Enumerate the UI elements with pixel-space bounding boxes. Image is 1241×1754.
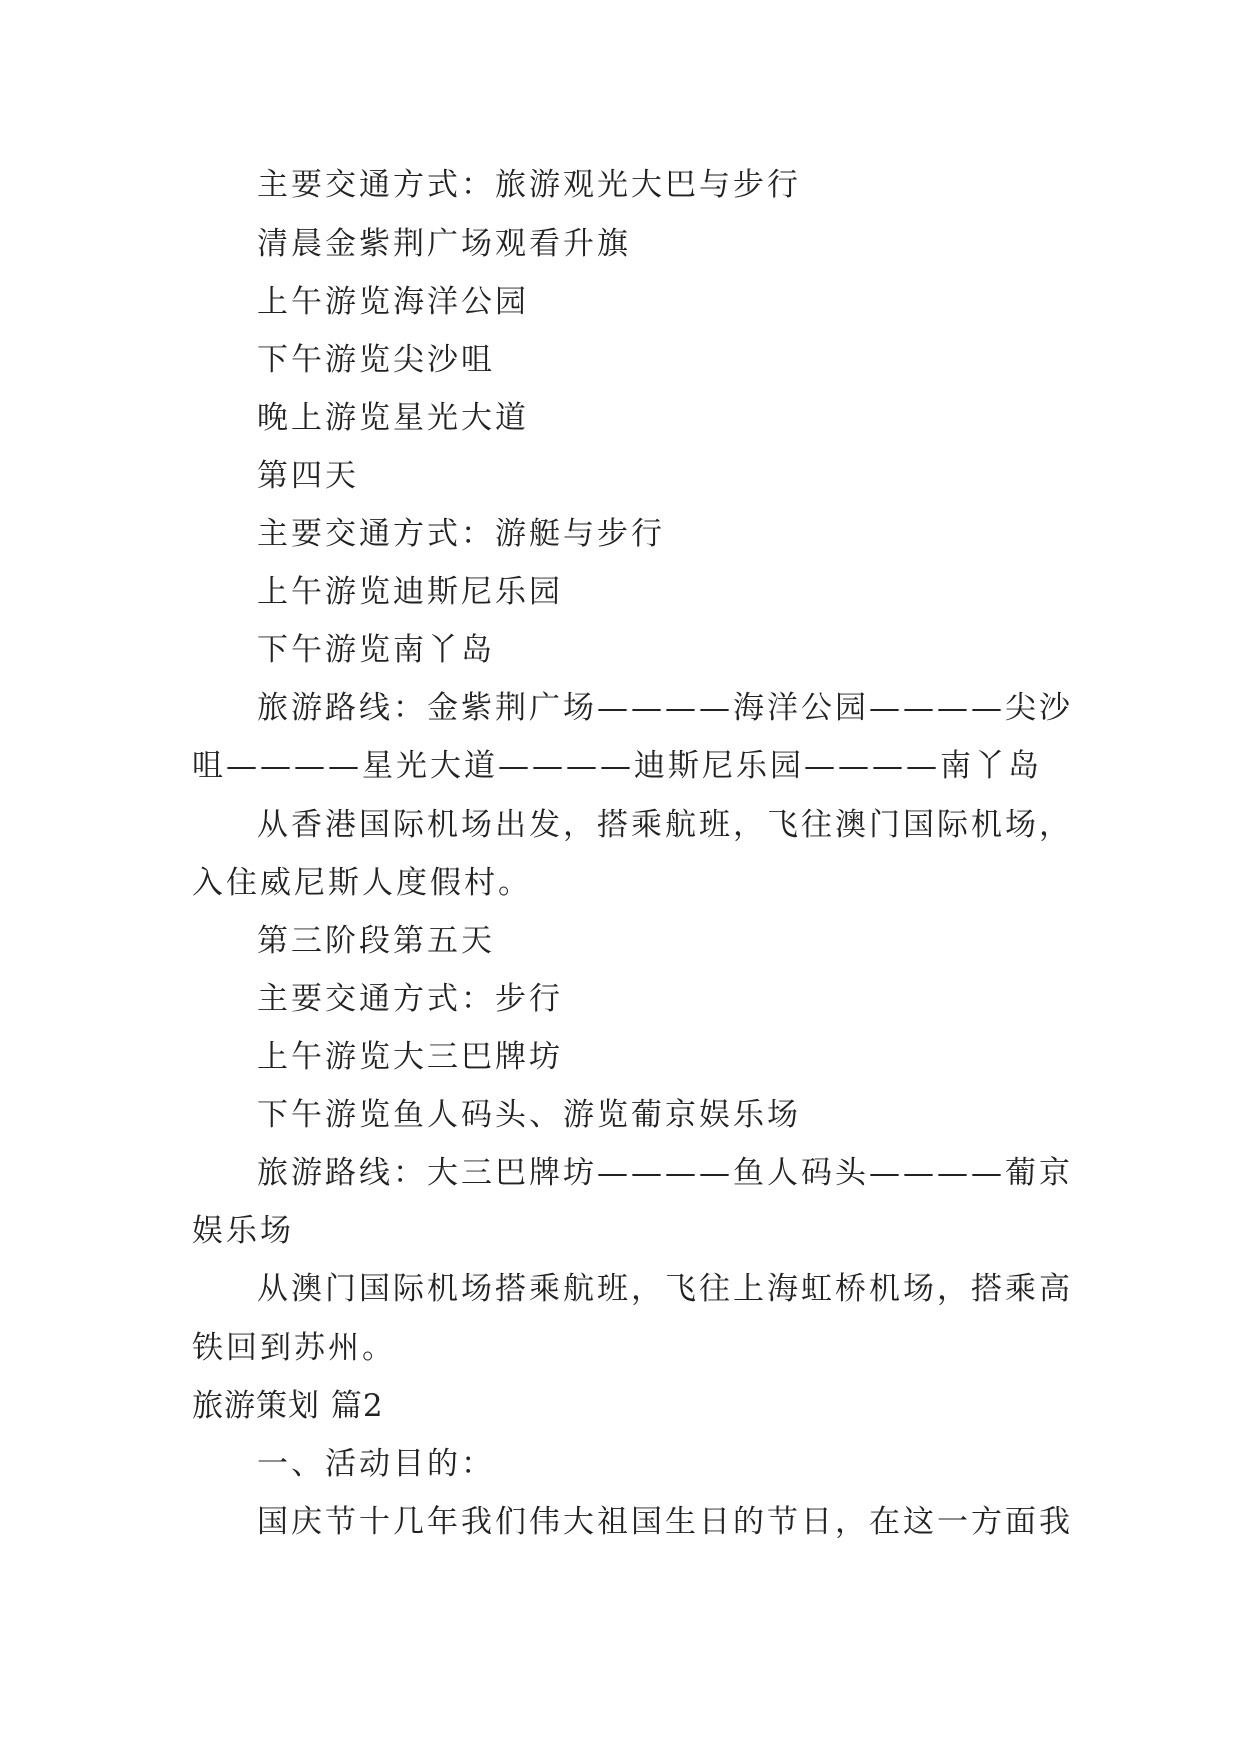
paragraph-line: 下午游览南丫岛 [257,632,495,668]
paragraph-line: 国庆节十几年我们伟大祖国生日的节日，在这一方面我 [257,1504,1073,1540]
paragraph-line: 主要交通方式：游艇与步行 [257,516,665,552]
paragraph-line: 上午游览大三巴牌坊 [257,1039,563,1075]
paragraph-line: 旅游路线：大三巴牌坊————鱼人码头————葡京 [257,1155,1073,1191]
paragraph-line: 清晨金紫荆广场观看升旗 [257,226,631,262]
paragraph-line: 铁回到苏州。 [192,1330,396,1366]
paragraph-line: 第四天 [257,458,359,494]
paragraph-line: 下午游览鱼人码头、游览葡京娱乐场 [257,1097,801,1133]
paragraph-line: 入住威尼斯人度假村。 [192,865,532,901]
paragraph-line: 主要交通方式：旅游观光大巴与步行 [257,167,801,203]
paragraph-line: 旅游路线：金紫荆广场————海洋公园————尖沙 [257,690,1073,726]
paragraph-line: 下午游览尖沙咀 [257,342,495,378]
paragraph-line: 一、活动目的： [257,1446,495,1482]
paragraph-line: 从香港国际机场出发，搭乘航班，飞往澳门国际机场， [257,807,1073,843]
paragraph-line: 从澳门国际机场搭乘航班，飞往上海虹桥机场，搭乘高 [257,1271,1073,1307]
paragraph-line: 晚上游览星光大道 [257,400,529,436]
paragraph-line: 主要交通方式：步行 [257,981,563,1017]
paragraph-line: 第三阶段第五天 [257,923,495,959]
paragraph-line: 咀————星光大道————迪斯尼乐园————南丫岛 [192,748,1042,784]
paragraph-line: 娱乐场 [192,1213,294,1249]
paragraph-line: 上午游览迪斯尼乐园 [257,574,563,610]
section-heading: 旅游策划 篇2 [192,1388,384,1424]
paragraph-line: 上午游览海洋公园 [257,284,529,320]
